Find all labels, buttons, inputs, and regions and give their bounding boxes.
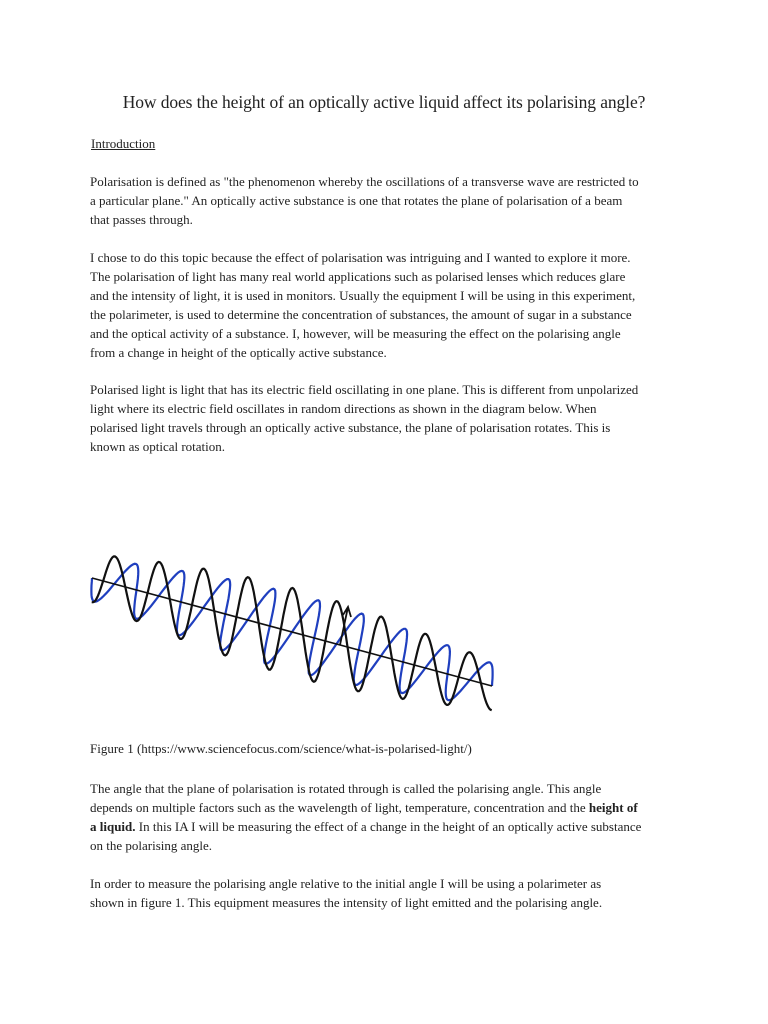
page-title: How does the height of an optically active liquid affect its polarising angle? (122, 92, 646, 112)
paragraph-polarisation-definition: Polarisation is defined as "the phenomenon whereby the oscillations of a transverse wave are restricted to a particular plane." An optically active substance is one that rotates the plane of polarisation of a beam that passes through. (90, 174, 639, 227)
introduction-heading: Introduction (91, 136, 156, 151)
polarised-light-wave-figure (80, 540, 500, 725)
figure-caption: Figure 1 (https://www.sciencefocus.com/science/what-is-polarised-light/) (90, 741, 472, 756)
paragraph-4-text-end: In this IA I will be measuring the effect of a change in the height of an optically active substance on the polarising angle. (90, 819, 642, 853)
paragraph-polarising-angle (90, 779, 690, 855)
paragraph-4-bold-phrase: height of a liquid. (90, 800, 638, 834)
paragraph-topic-motivation: I chose to do this topic because the effect of polarisation was intriguing and I wanted to explore it more. The polarisation of light has many real world applications such as polarised lenses which reduces glare and the intensity of light, it is used in monitors. Usually the equipment I will be using in this experiment, the polarimeter, is used to determine the concentration of substances, the amount of sugar in a substance and the optical activity of a substance. I, however, will be measuring the effect on the polarising angle from a change in height of the optically active substance. (90, 250, 636, 360)
paragraph-4-text-start: The angle that the plane of polarisation is rotated through is called the polarising angle. This angle depends on multiple factors such as the wavelength of light, temperature, concentration and the (90, 781, 602, 815)
propagation-axis (92, 578, 492, 686)
paragraph-polarimeter-method: In order to measure the polarising angle relative to the initial angle I will be using a polarimeter as shown in figure 1. This equipment measures the intensity of light emitted and the polarising angle. (90, 876, 603, 910)
paragraph-polarised-light: Polarised light is light that has its electric field oscillating in one plane. This is different from unpolarized light where its electric field oscillates in random directions as shown in the diagram below. When polarised light travels through an optically active substance, the plane of polarisation rotates. This is known as optical rotation. (90, 382, 639, 454)
